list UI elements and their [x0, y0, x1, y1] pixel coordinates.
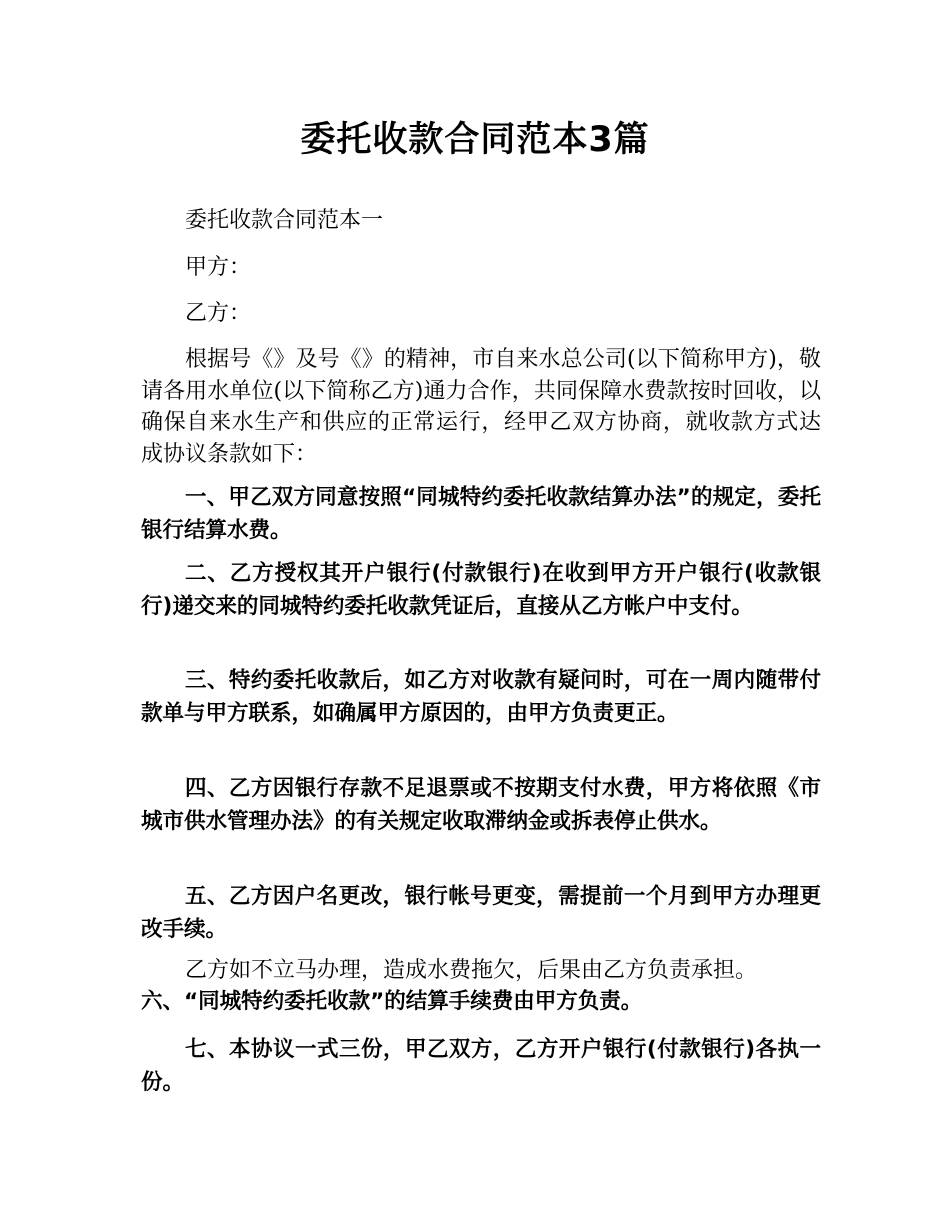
clause-5-note: 乙方如不立马办理，造成水费拖欠，后果由乙方负责承担。	[185, 958, 758, 983]
clause-4: 四、乙方因银行存款不足退票或不按期支付水费，甲方将依照《市城市供水管理办法》的有关规定收取滞纳金或拆表停止供水。	[141, 776, 821, 834]
clause-5: 五、乙方因户名更改，银行帐号更变，需提前一个月到甲方办理更改手续。	[141, 884, 821, 942]
party-b-label: 乙方：	[185, 301, 252, 326]
party-a-label: 甲方：	[185, 255, 252, 280]
clause-2: 二、乙方授权其开户银行(付款银行)在收到甲方开户银行(收款银行)递交来的同城特约委托收款凭证后，直接从乙方帐户中支付。	[141, 561, 821, 619]
clause-3: 三、特约委托收款后，如乙方对收款有疑问时，可在一周内随带付款单与甲方联系，如确属甲方原因的，由甲方负责更正。	[141, 668, 821, 726]
clause-7: 七、本协议一式三份，甲乙双方，乙方开户银行(付款银行)各执一份。	[141, 1037, 821, 1095]
intro-paragraph: 根据号《》及号《》的精神，市自来水总公司(以下简称甲方)，敬请各用水单位(以下简称乙方)通力合作，共同保障水费款按时回收，以确保自来水生产和供应的正常运行，经甲乙双方协商，就收款方式达成协议条款如下：	[141, 347, 821, 467]
document-title: 委托收款合同范本3篇	[300, 120, 650, 160]
clause-1: 一、甲乙双方同意按照“同城特约委托收款结算办法”的规定，委托银行结算水费。	[141, 485, 821, 543]
contract-subtitle: 委托收款合同范本一	[185, 208, 384, 233]
clause-6: 六、“同城特约委托收款”的结算手续费由甲方负责。	[141, 989, 643, 1014]
